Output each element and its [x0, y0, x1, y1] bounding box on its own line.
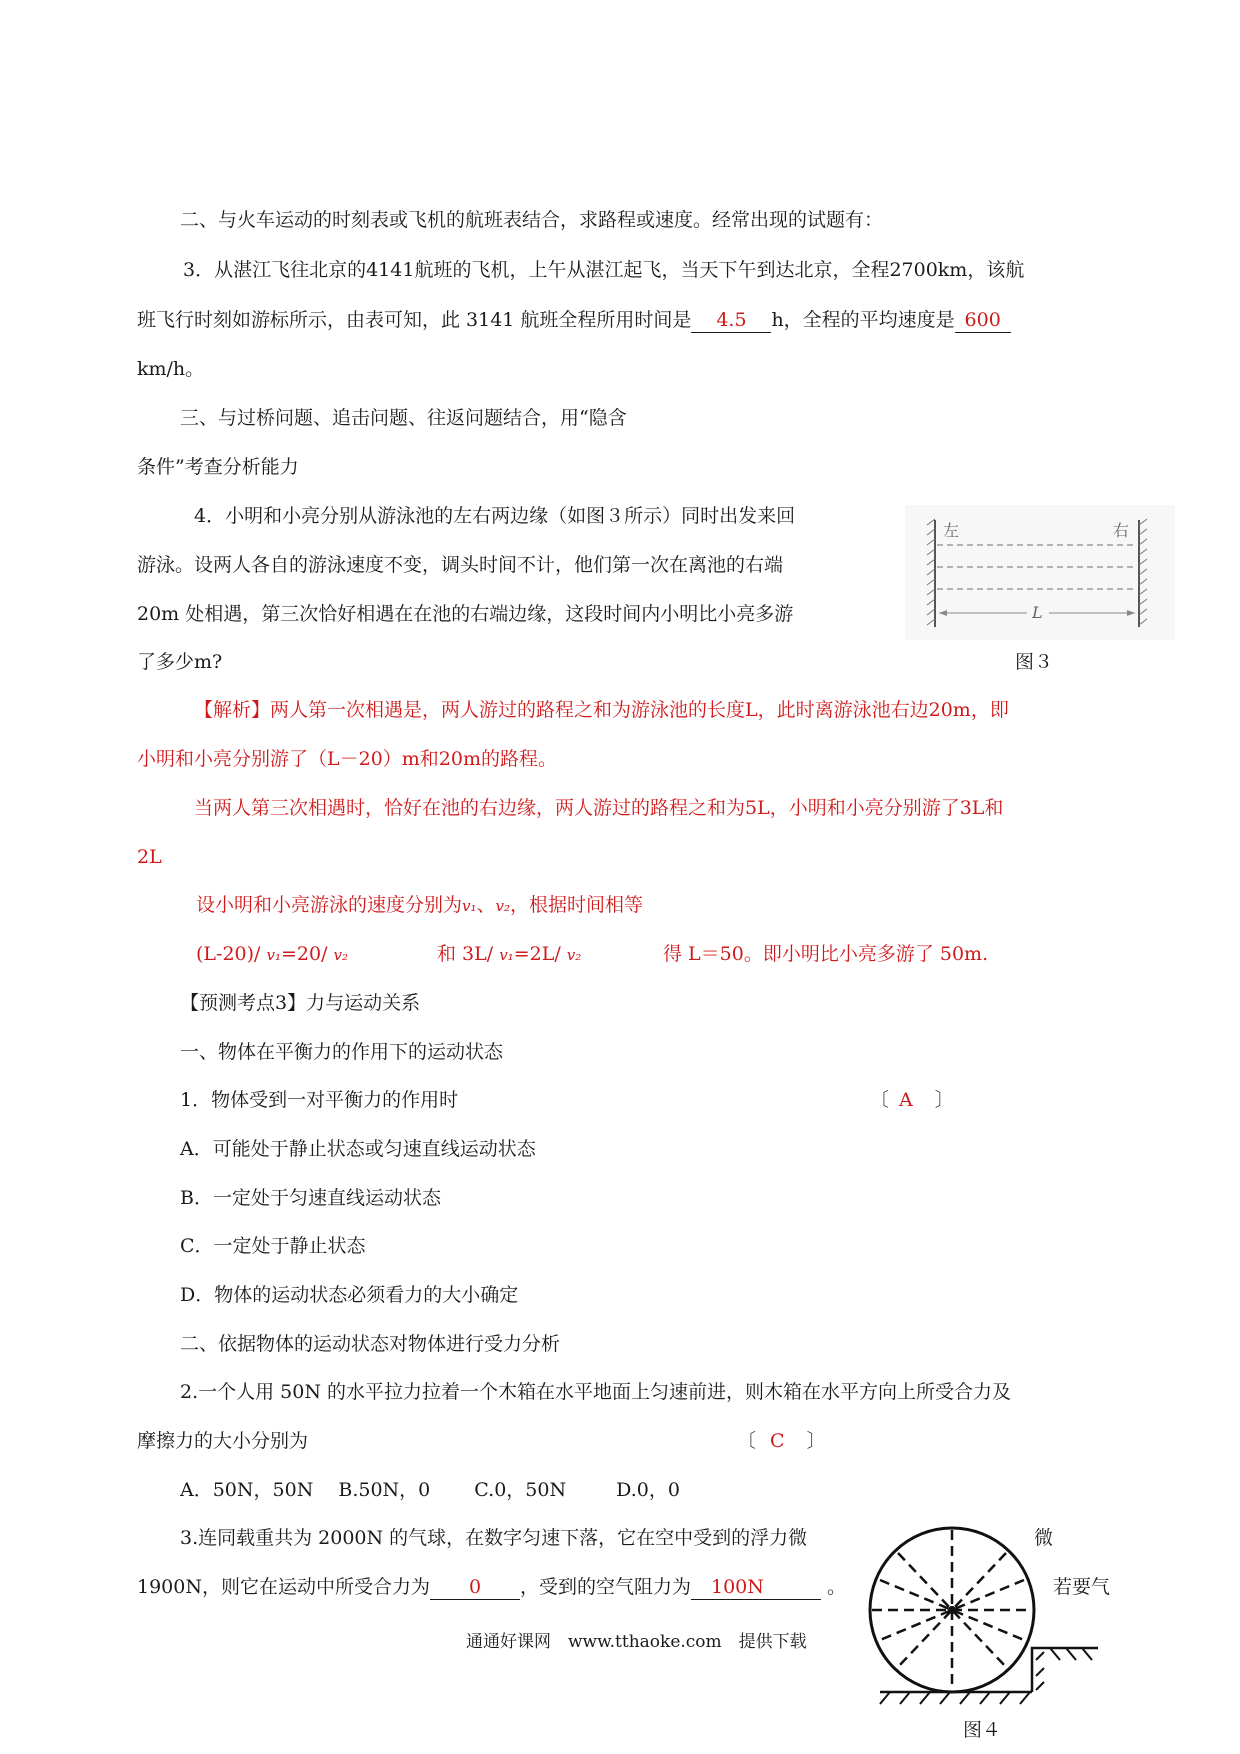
analysis-p3-text-a: 设小明和小亮游泳的速度分别为	[196, 894, 463, 916]
q4-line1: 4．小明和小亮分别从游泳池的左右两边缘（如图３所示）同时出发来回	[194, 505, 796, 527]
q3b-line1: 3.连同载重共为 2000N 的气球，在数字匀速下落，它在空中受到的浮力微	[180, 1527, 808, 1549]
mc2-stem-line2: 摩擦力的大小分别为	[137, 1430, 309, 1452]
q4-line2: 游泳。设两人各自的游泳速度不变，调头时间不计，他们第一次在离池的右端	[137, 554, 784, 576]
q3b-line2	[137, 1575, 846, 1600]
mc2-bracket-right: 〕	[806, 1430, 826, 1452]
eq1-v2: v₂	[333, 946, 349, 964]
mc1-option-b: B．一定处于匀速直线运动状态	[180, 1187, 441, 1209]
mc2-answer: C	[770, 1430, 785, 1452]
mc1-answer: A	[899, 1089, 913, 1111]
mc1-option-a: A．可能处于静止状态或匀速直线运动状态	[180, 1138, 536, 1160]
figure-4-wheel	[860, 1520, 1150, 1710]
fig4-caption: 图４	[963, 1719, 1002, 1741]
q3b-line2-tail: 若要气	[1053, 1576, 1111, 1598]
mc1-bracket-left: 〔	[870, 1089, 890, 1111]
fig3-left-label: 左	[943, 521, 960, 540]
mc2-options: A．50N，50N B.50N，0 C.0，50N D.0，0	[180, 1479, 680, 1501]
analysis-sep: 、	[476, 894, 496, 916]
section-heading-2: 二、与火车运动的时刻表或飞机的航班表结合，求路程或速度。经常出现的试题有：	[180, 209, 884, 231]
analysis-p1-line2: 小明和小亮分别游了（L－20）m和20m的路程。	[137, 748, 558, 770]
subsection-heading-1: 一、物体在平衡力的作用下的运动状态	[180, 1041, 504, 1063]
eq1-v1: v₁	[266, 946, 281, 964]
fig3-length-label: L	[1032, 603, 1043, 622]
figure-3-pool	[905, 505, 1175, 640]
section-heading-3a: 三、与过桥问题、追击问题、往返问题结合，用“隐含	[180, 407, 627, 429]
mc2-bracket-left: 〔	[737, 1430, 757, 1452]
mc1-stem: 1．物体受到一对平衡力的作用时	[180, 1089, 459, 1111]
q3-line2	[137, 308, 1011, 333]
q3b-line1-tail: 微	[1034, 1527, 1054, 1549]
mc1-bracket-right: 〕	[934, 1089, 954, 1111]
fig3-right-label: 右	[1113, 521, 1130, 540]
mc1-answer-bracket	[870, 1088, 954, 1112]
mc1-option-d: D．物体的运动状态必须看力的大小确定	[180, 1284, 519, 1306]
eq1-text-a: (L-20)/	[196, 943, 261, 965]
q4-line3: 20m 处相遇，第三次恰好相遇在在池的右端边缘，这段时间内小明比小亮多游	[137, 603, 794, 625]
mc2-stem-line1: 2.一个人用 50N 的水平拉力拉着一个木箱在水平地面上匀速前进，则木箱在水平方向上所受合力及	[180, 1381, 1012, 1403]
q3-answer-time: 4.5	[691, 308, 771, 333]
q3b-answer-net-force: 0	[430, 1575, 520, 1600]
analysis-eq2	[437, 942, 581, 967]
q3-text-a: 班飞行时刻如游标所示，由表可知，此 3141 航班全程所用时间是	[137, 309, 692, 331]
q3b-answer-air-resistance: 100N	[691, 1575, 821, 1600]
q3b-text-b: ，受到的空气阻力为	[519, 1576, 691, 1598]
point3-heading: 【预测考点3】力与运动关系	[180, 992, 421, 1014]
q4-line4: 了多少m?	[137, 651, 223, 673]
eq2-text-b: =2L/	[513, 943, 561, 965]
analysis-p1-line1: 【解析】两人第一次相遇是，两人游过的路程之和为游泳池的长度L，此时离游泳池右边20m，即	[194, 699, 1009, 721]
eq1-text-b: =20/	[281, 943, 328, 965]
mc2-answer-bracket	[737, 1429, 826, 1453]
analysis-p2-line1: 当两人第三次相遇时，恰好在池的右边缘，两人游过的路程之和为5L，小明和小亮分别游了3L和	[194, 797, 1004, 819]
eq2-v2: v₂	[566, 946, 582, 964]
q3b-text-c: 。	[827, 1576, 847, 1598]
section-heading-3b: 条件”考查分析能力	[137, 456, 299, 478]
analysis-p3	[196, 893, 643, 918]
q3-line1: 3．从湛江飞往北京的4141航班的飞机，上午从湛江起飞，当天下午到达北京，全程2700km，该航	[183, 259, 1025, 281]
q3-answer-speed: 600	[955, 308, 1011, 333]
analysis-p3-text-b: ，根据时间相等	[510, 894, 644, 916]
fig3-caption: 图３	[1015, 651, 1054, 673]
q3-text-b: h，全程的平均速度是	[771, 309, 955, 331]
analysis-eq3: 得 L＝50。即小明比小亮多游了 50m.	[663, 943, 989, 965]
eq2-v1: v₁	[499, 946, 514, 964]
v2-symbol: v₂	[495, 897, 511, 915]
q3-line3: km/h。	[137, 358, 205, 380]
q3b-text-a: 1900N，则它在运动中所受合力为	[137, 1576, 430, 1598]
mc1-option-c: C．一定处于静止状态	[180, 1235, 366, 1257]
analysis-p2-line2: 2L	[137, 846, 162, 868]
subsection-heading-2: 二、依据物体的运动状态对物体进行受力分析	[180, 1333, 561, 1355]
page-footer: 通通好课网 www.tthaoke.com 提供下载	[466, 1632, 807, 1652]
eq2-text-a: 和 3L/	[437, 943, 494, 965]
analysis-eq1	[196, 942, 348, 967]
v1-symbol: v₁	[462, 897, 477, 915]
